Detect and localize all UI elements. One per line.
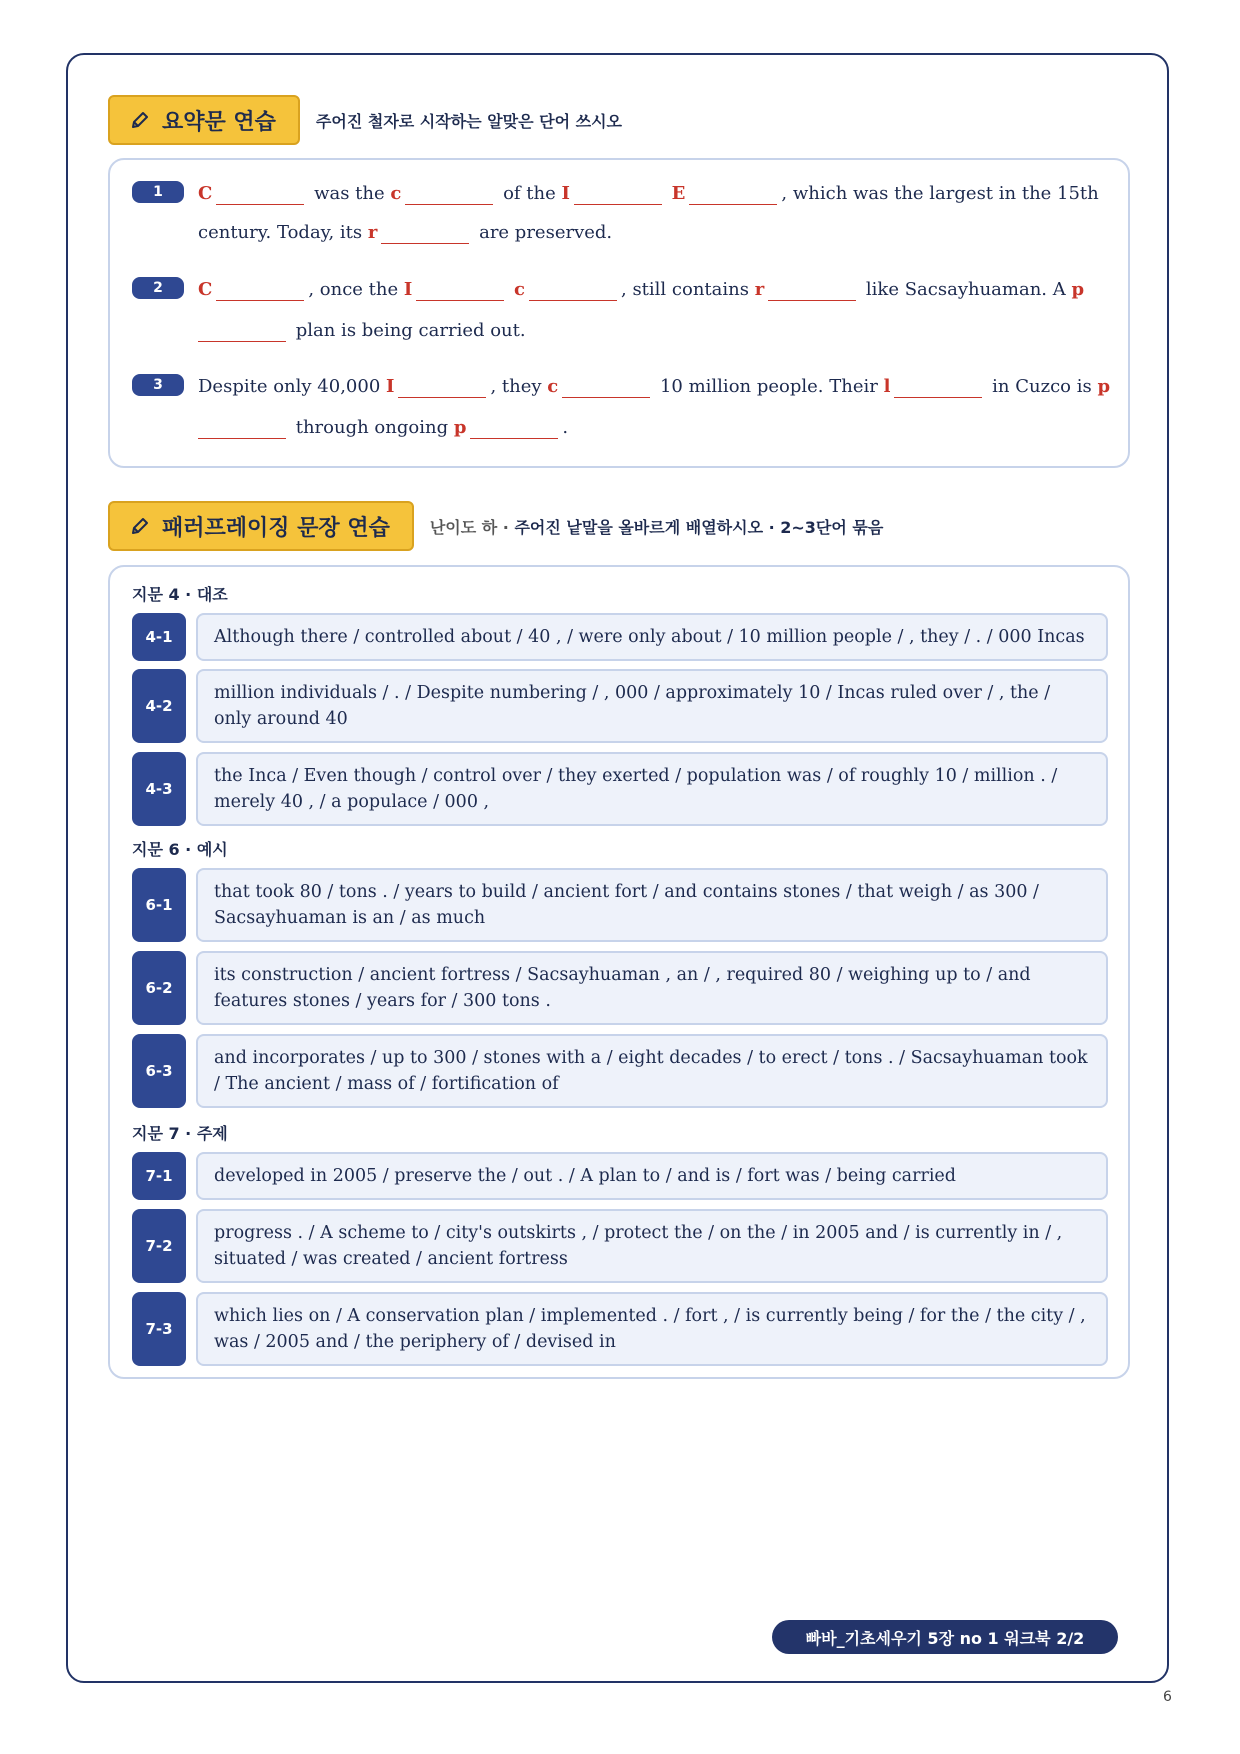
- row-number: 4-2: [132, 669, 186, 743]
- summary-line: [198, 212, 1098, 253]
- answer-blank[interactable]: [689, 182, 777, 205]
- paraphrase-title: 패러프레이징 문장 연습: [162, 515, 390, 541]
- initial-letter: I: [561, 183, 570, 204]
- row-number: 4-3: [132, 752, 186, 826]
- answer-blank[interactable]: [398, 375, 486, 398]
- sentence-text: Despite only 40,000: [198, 376, 381, 397]
- item-number: 2: [132, 277, 184, 299]
- answer-blank[interactable]: [529, 278, 617, 301]
- answer-blank[interactable]: [562, 375, 650, 398]
- initial-letter: p: [1071, 279, 1085, 300]
- sentence-text: through ongoing: [295, 417, 449, 438]
- summary-title-tag: [108, 95, 300, 145]
- answer-blank[interactable]: [470, 416, 558, 439]
- initial-letter: p: [453, 417, 467, 438]
- row-number: 6-3: [132, 1034, 186, 1108]
- answer-blank[interactable]: [574, 182, 662, 205]
- answer-blank[interactable]: [198, 319, 286, 342]
- row-number: 4-1: [132, 613, 186, 661]
- paraphrase-row: [132, 1292, 1114, 1366]
- initial-letter: r: [367, 222, 378, 243]
- answer-blank[interactable]: [216, 278, 304, 301]
- summary-line: [194, 310, 1094, 351]
- paraphrase-section-header: [108, 500, 883, 552]
- paraphrase-title-tag: [108, 501, 414, 551]
- page-number: 6: [1163, 1689, 1172, 1705]
- initial-letter: p: [1097, 376, 1111, 397]
- scrambled-sentence[interactable]: its construction / ancient fortress / Sacsayhuaman , an / , required 80 / weighing up to / and features stones / years for / 300 tons .: [196, 951, 1108, 1025]
- summary-box: [108, 158, 1130, 468]
- scrambled-sentence[interactable]: progress . / A scheme to / city's outskirts , / protect the / on the / in 2005 and / is currently in / , situated / was created / ancient fortress: [196, 1209, 1108, 1283]
- answer-blank[interactable]: [416, 278, 504, 301]
- summary-line: [198, 269, 1098, 310]
- initial-letter: c: [547, 376, 559, 397]
- sentence-text: , which was the largest in the 15th: [781, 183, 1099, 204]
- paraphrase-row: [132, 951, 1114, 1025]
- item-number: 3: [132, 374, 184, 396]
- row-number: 7-3: [132, 1292, 186, 1366]
- row-number: 6-2: [132, 951, 186, 1025]
- summary-item: [132, 272, 1092, 362]
- scrambled-sentence[interactable]: that took 80 / tons . / years to build / ancient fort / and contains stones / that weigh / as 300 / Sacsayhuaman is an / as much: [196, 868, 1108, 942]
- sentence-text: century. Today, its: [198, 222, 363, 243]
- item-number: 1: [132, 181, 184, 203]
- sentence-text: of the: [503, 183, 556, 204]
- sentence-text: , once the: [308, 279, 399, 300]
- summary-title: 요약문 연습: [162, 109, 276, 135]
- answer-blank[interactable]: [381, 221, 469, 244]
- summary-item: [132, 369, 1111, 459]
- initial-letter: I: [403, 279, 413, 300]
- answer-blank[interactable]: [768, 278, 856, 301]
- row-number: 7-1: [132, 1152, 186, 1200]
- scrambled-sentence[interactable]: and incorporates / up to 300 / stones with a / eight decades / to erect / tons . / Sacsayhuaman took / The ancient / mass of / fortification of: [196, 1034, 1108, 1108]
- passage-label: 지문 7 · 주제: [132, 1124, 228, 1143]
- paraphrase-row: [132, 669, 1114, 743]
- workbook-footer-label: 빠바_기초세우기 5장 no 1 워크북 2/2: [772, 1620, 1118, 1654]
- answer-blank[interactable]: [894, 375, 982, 398]
- answer-blank[interactable]: [405, 182, 493, 205]
- passage-label: 지문 6 · 예시: [132, 840, 228, 859]
- answer-blank[interactable]: [198, 416, 286, 439]
- summary-item: [132, 175, 1099, 265]
- sentence-text: are preserved.: [479, 222, 613, 243]
- passage-label: 지문 4 · 대조: [132, 585, 228, 604]
- instruction-text: 주어진 낱말을 올바르게 배열하시오 · 2~3단어 묶음: [514, 517, 884, 537]
- row-number: 6-1: [132, 868, 186, 942]
- pencil-icon: [130, 516, 150, 536]
- scrambled-sentence[interactable]: the Inca / Even though / control over / they exerted / population was / of roughly 10 / million . / merely 40 , / a populace / 000 ,: [196, 752, 1108, 826]
- initial-letter: C: [198, 279, 213, 300]
- sentence-text: plan is being carried out.: [295, 320, 526, 341]
- paraphrase-row: [132, 613, 1114, 661]
- summary-line: [194, 407, 1094, 448]
- initial-letter: E: [671, 183, 686, 204]
- sentence-text: , still contains: [621, 279, 749, 300]
- initial-letter: c: [390, 183, 402, 204]
- summary-section-header: [108, 94, 622, 146]
- scrambled-sentence[interactable]: which lies on / A conservation plan / implemented . / fort , / is currently being / for the / the city / , was / 2005 and / the periphery of / devised in: [196, 1292, 1108, 1366]
- summary-line: [198, 173, 1098, 214]
- sentence-text: like Sacsayhuaman. A: [865, 279, 1066, 300]
- row-number: 7-2: [132, 1209, 186, 1283]
- paraphrase-row: [132, 1152, 1114, 1200]
- initial-letter: I: [386, 376, 395, 397]
- scrambled-sentence[interactable]: Although there / controlled about / 40 , / were only about / 10 million people / , they / . / 000 Incas: [196, 613, 1108, 661]
- paraphrase-row: [132, 868, 1114, 942]
- answer-blank[interactable]: [216, 182, 304, 205]
- summary-instruction: 주어진 철자로 시작하는 알맞은 단어 쓰시오: [315, 111, 622, 131]
- scrambled-sentence[interactable]: million individuals / . / Despite numbering / , 000 / approximately 10 / Incas ruled over / , the / only around 40: [196, 669, 1108, 743]
- paraphrase-row: [132, 1034, 1114, 1108]
- difficulty-label: 난이도 하 ·: [429, 517, 509, 537]
- paraphrase-box: [108, 565, 1130, 1379]
- initial-letter: C: [198, 183, 213, 204]
- sentence-text: 10 million people. Their: [659, 376, 878, 397]
- summary-line: [198, 366, 1111, 407]
- initial-letter: l: [883, 376, 891, 397]
- initial-letter: c: [514, 279, 525, 300]
- paraphrase-row: [132, 752, 1114, 826]
- sentence-text: , they: [490, 376, 542, 397]
- paraphrase-instruction: [430, 515, 883, 538]
- scrambled-sentence[interactable]: developed in 2005 / preserve the / out . / A plan to / and is / fort was / being carried: [196, 1152, 1108, 1200]
- sentence-text: in Cuzco is: [992, 376, 1092, 397]
- initial-letter: r: [754, 279, 765, 300]
- pencil-icon: [130, 110, 150, 130]
- sentence-text: was the: [314, 183, 385, 204]
- paraphrase-row: [132, 1209, 1114, 1283]
- sentence-text: .: [562, 417, 569, 438]
